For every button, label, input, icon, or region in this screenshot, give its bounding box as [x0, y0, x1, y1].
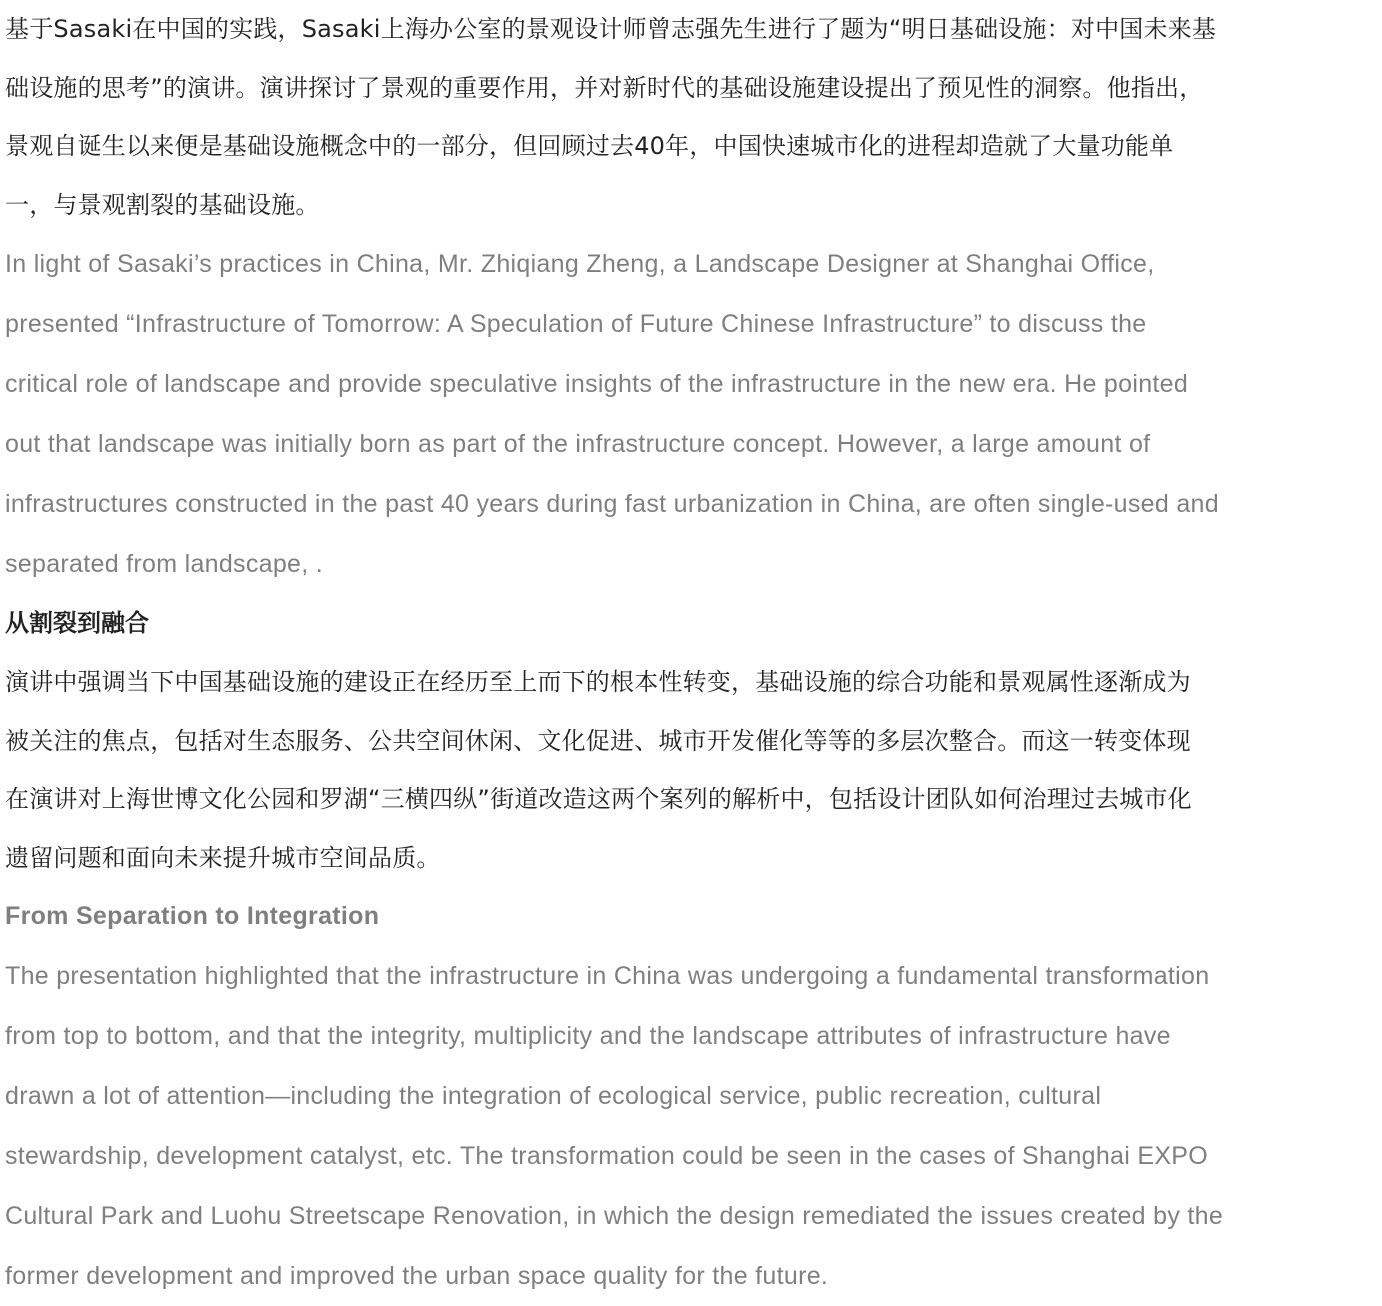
- text-line: infrastructures constructed in the past 40 years during fast urbanization in China, are often single-used and: [5, 490, 1219, 518]
- section-heading-en: From Separation to Integration: [5, 902, 380, 930]
- text-line: 演讲中强调当下中国基础设施的建设正在经历至上而下的根本性转变，基础设施的综合功能和景观属性逐渐成为: [5, 668, 1191, 696]
- intro-paragraph-zh: [5, 0, 1367, 234]
- text-line: critical role of landscape and provide speculative insights of the infrastructure in the new era. He pointed: [5, 370, 1189, 398]
- text-line: separated from landscape, .: [5, 550, 323, 578]
- text-line: 景观自诞生以来便是基础设施概念中的一部分，但回顾过去40年，中国快速城市化的进程却造就了大量功能单: [5, 132, 1174, 160]
- text-line: 础设施的思考”的演讲。演讲探讨了景观的重要作用，并对新时代的基础设施建设提出了预见性的洞察。他指出，: [5, 73, 1204, 102]
- text-line: Cultural Park and Luohu Streetscape Renovation, in which the design remediated the issues created by the: [5, 1202, 1224, 1230]
- text-line: out that landscape was initially born as part of the infrastructure concept. However, a large amount of: [5, 430, 1151, 458]
- text-line: In light of Sasaki’s practices in China, Mr. Zhiqiang Zheng, a Landscape Designer at Shanghai Office,: [5, 250, 1155, 278]
- section-paragraph-en: [5, 946, 1367, 1306]
- text-line: 在演讲对上海世博文化公园和罗湖“三横四纵”街道改造这两个案列的解析中，包括设计团队如何治理过去城市化: [5, 785, 1192, 813]
- text-line: former development and improved the urban space quality for the future.: [5, 1262, 829, 1290]
- text-line: from top to bottom, and that the integrity, multiplicity and the landscape attributes of infrastructure have: [5, 1022, 1171, 1050]
- text-line: 一，与景观割裂的基础设施。: [5, 190, 320, 219]
- intro-paragraph-en: [5, 234, 1367, 594]
- text-line: 基于Sasaki在中国的实践，Sasaki上海办公室的景观设计师曾志强先生进行了题为“明日基础设施：对中国未来基: [5, 15, 1217, 43]
- text-line: The presentation highlighted that the infrastructure in China was undergoing a fundamental transformation: [5, 962, 1210, 990]
- text-line: 遗留问题和面向未来提升城市空间品质。: [5, 843, 441, 872]
- text-line: stewardship, development catalyst, etc. The transformation could be seen in the cases of Shanghai EXPO: [5, 1142, 1209, 1170]
- section-paragraph-zh: [5, 653, 1367, 887]
- section-heading-zh: 从割裂到融合: [5, 609, 149, 637]
- text-line: presented “Infrastructure of Tomorrow: A Speculation of Future Chinese Infrastructure” to discuss the: [5, 310, 1147, 338]
- text-line: 被关注的焦点，包括对生态服务、公共空间休闲、文化促进、城市开发催化等等的多层次整合。而这一转变体现: [5, 726, 1191, 755]
- article-body: [5, 0, 1367, 1306]
- text-line: drawn a lot of attention—including the integration of ecological service, public recreation, cultural: [5, 1082, 1102, 1110]
